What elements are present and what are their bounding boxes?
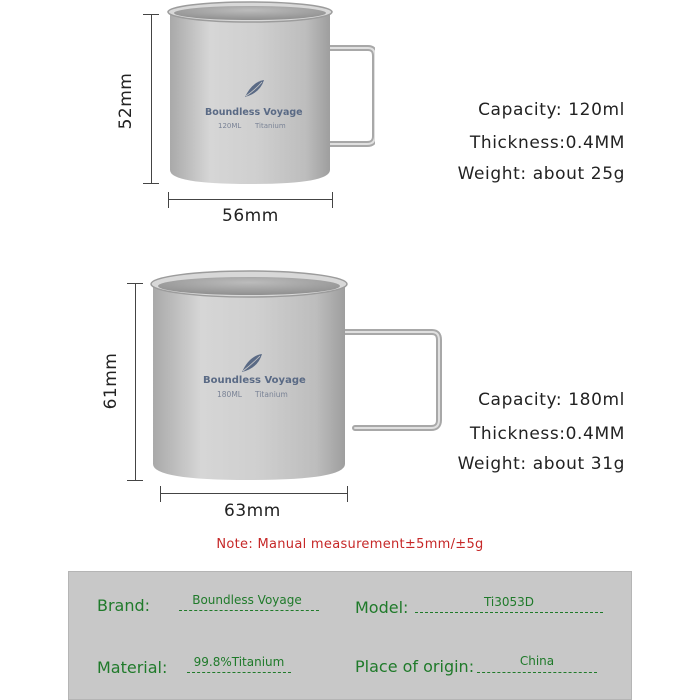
mug-brand-print: Boundless Voyage bbox=[205, 107, 303, 118]
width-dimension-cap-right bbox=[347, 486, 348, 502]
model-underline bbox=[415, 612, 603, 613]
width-dimension-cap-left bbox=[160, 486, 161, 502]
capacity-spec: Capacity: 180ml bbox=[478, 390, 625, 410]
height-label: 52mm bbox=[116, 72, 136, 130]
weight-spec: Weight: about 25g bbox=[457, 164, 625, 184]
brand-label: Brand: bbox=[97, 596, 151, 615]
mug-volume-print: 120ML bbox=[218, 122, 242, 130]
capacity-spec: Capacity: 120ml bbox=[478, 100, 625, 120]
mug-brand-print: Boundless Voyage bbox=[203, 375, 306, 386]
width-label: 63mm bbox=[224, 501, 281, 521]
model-value: Ti3053D bbox=[483, 595, 535, 609]
width-label: 56mm bbox=[222, 206, 279, 226]
material-underline bbox=[187, 672, 291, 673]
measurement-note: Note: Manual measurement±5mm/±5g bbox=[216, 537, 484, 552]
mug-material-print: Titanium bbox=[255, 122, 286, 130]
model-label: Model: bbox=[355, 598, 409, 617]
height-dimension-cap-bottom bbox=[127, 480, 143, 481]
mug-volume-print: 180ML bbox=[217, 390, 242, 399]
material-value: 99.8%Titanium bbox=[193, 655, 285, 669]
width-dimension-cap-left bbox=[168, 192, 169, 208]
width-dimension-line bbox=[160, 493, 348, 494]
product-info-box bbox=[68, 571, 632, 700]
origin-underline bbox=[477, 672, 597, 673]
material-label: Material: bbox=[97, 658, 168, 677]
height-label: 61mm bbox=[101, 352, 121, 410]
height-dimension-line bbox=[151, 14, 152, 184]
thickness-spec: Thickness:0.4MM bbox=[469, 424, 625, 444]
origin-value: China bbox=[519, 654, 555, 668]
mug-material-print: Titanium bbox=[255, 390, 288, 399]
width-dimension-cap-right bbox=[332, 192, 333, 208]
thickness-spec: Thickness:0.4MM bbox=[469, 133, 625, 153]
height-dimension-cap-top bbox=[127, 283, 143, 284]
brand-value: Boundless Voyage bbox=[192, 593, 302, 607]
height-dimension-line bbox=[135, 283, 136, 481]
mug-180ml-image bbox=[145, 258, 445, 488]
height-dimension-cap-bottom bbox=[143, 183, 159, 184]
brand-underline bbox=[179, 610, 319, 611]
weight-spec: Weight: about 31g bbox=[457, 454, 625, 474]
width-dimension-line bbox=[168, 199, 333, 200]
height-dimension-cap-top bbox=[143, 14, 159, 15]
origin-label: Place of origin: bbox=[355, 657, 475, 676]
mug-120ml-image bbox=[160, 0, 375, 200]
